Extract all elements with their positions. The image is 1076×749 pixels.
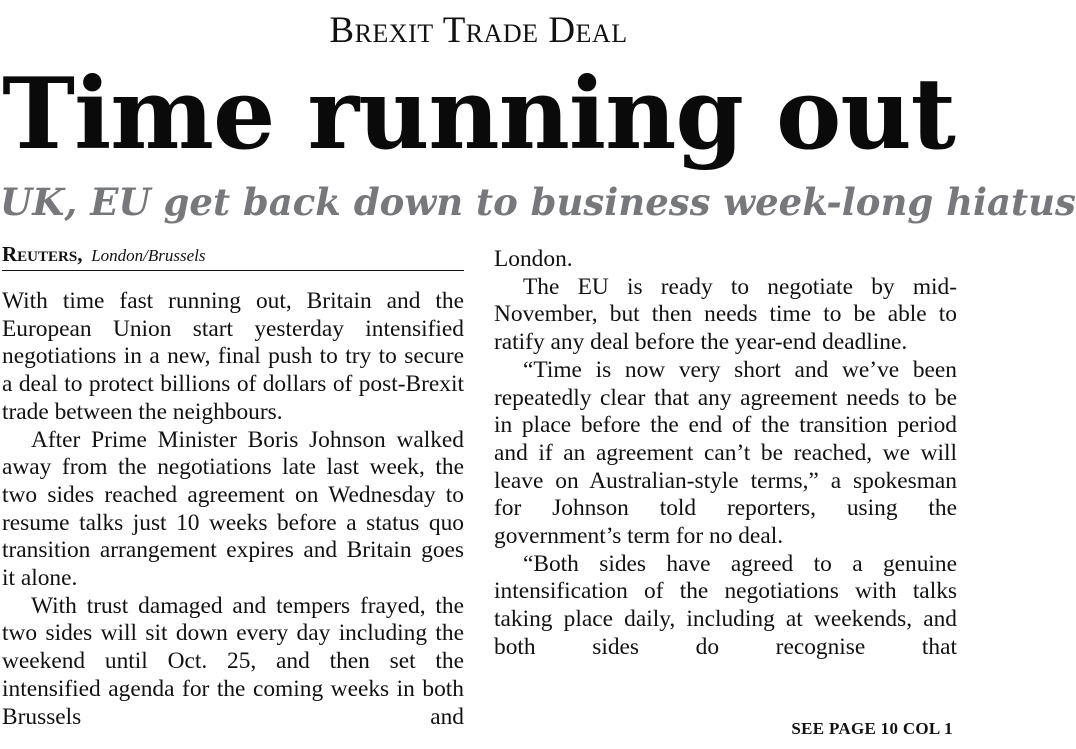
article-column-right — [494, 246, 957, 662]
section-kicker: Brexit Trade Deal — [329, 10, 628, 51]
subheadline: UK, EU get back down to business week-long hiatus — [0, 180, 1076, 224]
byline — [2, 242, 464, 271]
headline: Time running out — [2, 57, 955, 172]
article-paragraph: With time fast running out, Britain and the European Union start yesterday intensified negotiations in a new, final push to try to secure a deal to protect billions of dollars of post-Brexit trade between the neighbours. — [2, 288, 464, 425]
article-paragraph: “Both sides have agreed to a genuine intensification of the negotiations with talks taking place daily, including at weekends, and both sides do recognise that — [494, 550, 957, 660]
byline-location: London/Brussels — [91, 246, 206, 265]
byline-agency: Reuters, — [2, 242, 83, 266]
article-paragraph: “Time is now very short and we’ve been repeatedly clear that any agreement needs to be in place before the end of the transition period and if an agreement can’t be reached, we will leave on Australian-style terms,” a spokesman for Johnson told reporters, using the government’s term for no deal. — [494, 356, 957, 550]
continuation-line: SEE PAGE 10 COL 1 — [791, 719, 953, 738]
article-paragraph: London. — [494, 246, 573, 272]
article-paragraph: With trust damaged and tempers frayed, the two sides will sit down every day including the weekend until Oct. 25, and then set the intensified agenda for the coming weeks in both Brussels and — [2, 592, 464, 730]
article-column-left — [2, 288, 464, 731]
article-paragraph: The EU is ready to negotiate by mid-November, but then needs time to be able to ratify any deal before the year-end deadline. — [494, 273, 957, 356]
article-paragraph: After Prime Minister Boris Johnson walked away from the negotiations late last week, the two sides reached agreement on Wednesday to resume talks just 10 weeks before a status quo transition arrangement expires and Britain goes it alone. — [2, 426, 464, 592]
